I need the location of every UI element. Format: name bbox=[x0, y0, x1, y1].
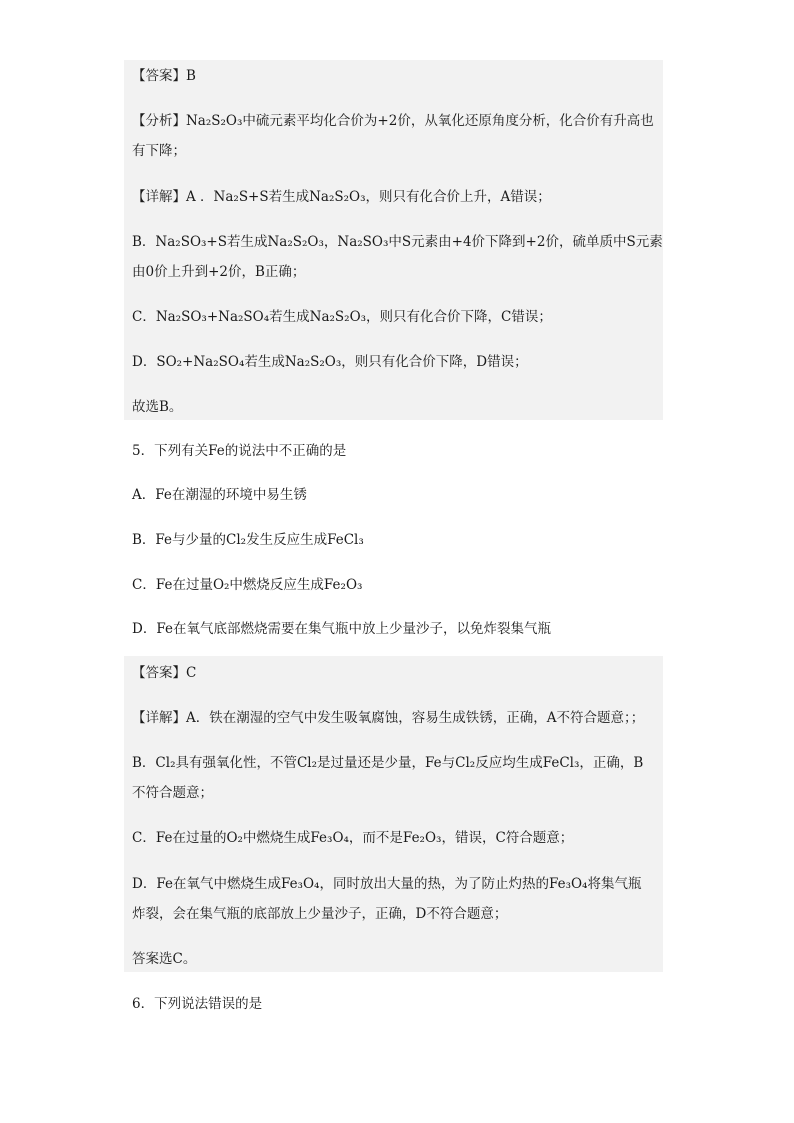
conclusion-5: 答案选C。 bbox=[132, 951, 197, 967]
detail-5-a: 【详解】A．铁在潮湿的空气中发生吸氧腐蚀，容易生成铁锈，正确，A不符合题意；； bbox=[132, 710, 645, 726]
question-5-option-a: A．Fe在潮湿的环境中易生锈 bbox=[132, 487, 307, 503]
conclusion-4: 故选B。 bbox=[132, 399, 183, 415]
detail-5-b-line2: 不符合题意； bbox=[132, 785, 213, 801]
detail-5-d-line1: D．Fe在氧气中燃烧生成Fe₃O₄，同时放出大量的热，为了防止灼热的Fe₃O₄将集气瓶 bbox=[132, 876, 642, 892]
detail-4-a: 【详解】A ．Na₂S+S若生成Na₂S₂O₃，则只有化合价上升，A错误； bbox=[132, 189, 551, 205]
detail-4-d: D．SO₂+Na₂SO₄若生成Na₂S₂O₃，则只有化合价下降，D错误； bbox=[132, 354, 528, 370]
detail-4-b-line1: B．Na₂SO₃+S若生成Na₂S₂O₃，Na₂SO₃中S元素由+4价下降到+2价，硫单质中S元素 bbox=[132, 234, 663, 250]
detail-5-d-line2: 炸裂，会在集气瓶的底部放上少量沙子，正确，D不符合题意； bbox=[132, 906, 508, 922]
answer-5: 【答案】C bbox=[132, 665, 197, 681]
detail-5-c: C．Fe在过量的O₂中燃烧生成Fe₃O₄，而不是Fe₂O₃，错误，C符合题意； bbox=[132, 830, 574, 846]
detail-4-b-line2: 由0价上升到+2价，B正确； bbox=[132, 264, 306, 280]
detail-5-b-line1: B．Cl₂具有强氧化性，不管Cl₂是过量还是少量，Fe与Cl₂反应均生成FeCl₃，正确，B bbox=[132, 755, 644, 771]
question-6-stem: 6．下列说法错误的是 bbox=[132, 996, 263, 1012]
answer-4: 【答案】B bbox=[132, 68, 196, 84]
question-5-option-c: C．Fe在过量O₂中燃烧反应生成Fe₂O₃ bbox=[132, 577, 363, 593]
answer-block-5 bbox=[124, 656, 663, 972]
analysis-4-line2: 有下降； bbox=[132, 143, 186, 159]
analysis-4-line1: 【分析】Na₂S₂O₃中硫元素平均化合价为+2价，从氧化还原角度分析，化合价有升高也 bbox=[132, 113, 654, 129]
question-5-stem: 5．下列有关Fe的说法中不正确的是 bbox=[132, 443, 347, 459]
detail-4-c: C．Na₂SO₃+Na₂SO₄若生成Na₂S₂O₃，则只有化合价下降，C错误； bbox=[132, 309, 552, 325]
question-5-option-b: B．Fe与少量的Cl₂发生反应生成FeCl₃ bbox=[132, 532, 364, 548]
question-5-option-d: D．Fe在氧气底部燃烧需要在集气瓶中放上少量沙子，以免炸裂集气瓶 bbox=[132, 621, 551, 637]
